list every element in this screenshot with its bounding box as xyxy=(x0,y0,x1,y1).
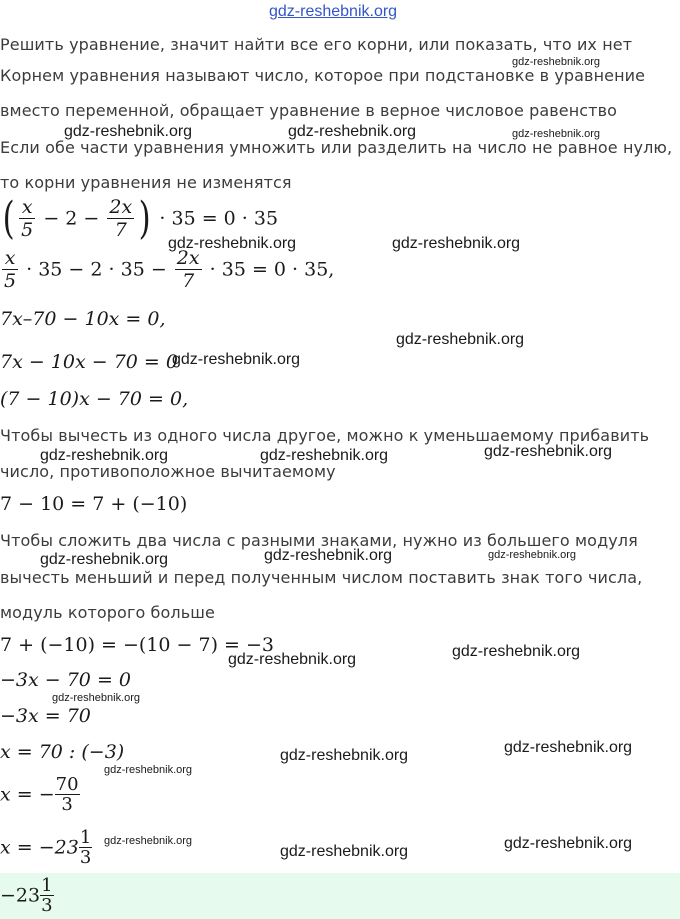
rule-subtract-line1: Чтобы вычесть из одного числа другое, можно к уменьшаемому прибавить xyxy=(0,426,650,445)
watermark: gdz-reshebnik.org xyxy=(392,235,521,252)
watermark: gdz-reshebnik.org xyxy=(104,835,193,847)
equation-line-4: 7x − 10x − 70 = 0 xyxy=(0,351,178,373)
rule-add-line3: модуль которого больше xyxy=(0,603,215,622)
answer-value: −23 $\frac{1}{3}$ xyxy=(0,875,53,916)
watermark: gdz-reshebnik.org xyxy=(64,123,193,140)
watermark: gdz-reshebnik.org xyxy=(512,56,601,68)
answer-box xyxy=(0,873,680,919)
equation-line-5: (7 − 10)x − 70 = 0, xyxy=(0,388,189,410)
watermark: gdz-reshebnik.org xyxy=(228,651,357,668)
watermark: gdz-reshebnik.org xyxy=(452,643,581,660)
watermark: gdz-reshebnik.org xyxy=(484,443,613,460)
equation-line-3: 7x–70 − 10x = 0, xyxy=(0,308,166,330)
site-link[interactable]: gdz-reshebnik.org xyxy=(269,3,398,20)
equation-line-2: $\frac{x}{5}$ · 35 − 2 · 35 − $\frac{2x}{7}$ · 35 = 0 · 35, xyxy=(4,247,335,292)
equation-line-10: x = 70 : (−3) xyxy=(0,741,125,763)
rule-multiply-line2: то корни уравнения не изменятся xyxy=(0,173,292,192)
equation-line-6: 7 − 10 = 7 + (−10) xyxy=(0,493,188,515)
watermark: gdz-reshebnik.org xyxy=(504,835,633,852)
equation-line-12: x = −23 $\frac{1}{3}$ xyxy=(0,827,92,868)
watermark: gdz-reshebnik.org xyxy=(512,128,601,140)
definition-root-line1: Корнем уравнения называют число, которое при подстановке в уравнение xyxy=(0,66,646,85)
definition-solve: Решить уравнение, значит найти все его корни, или показать, что их нет xyxy=(0,35,633,54)
watermark: gdz-reshebnik.org xyxy=(504,739,633,756)
watermark: gdz-reshebnik.org xyxy=(288,123,417,140)
watermark: gdz-reshebnik.org xyxy=(52,692,141,704)
watermark: gdz-reshebnik.org xyxy=(40,551,169,568)
watermark: gdz-reshebnik.org xyxy=(260,447,389,464)
equation-line-7: 7 + (−10) = −(10 − 7) = −3 xyxy=(0,634,275,656)
watermark: gdz-reshebnik.org xyxy=(280,843,409,860)
equation-line-1: ( $\frac{x}{5}$ − 2 − $\frac{2x}{7}$ ) · 35 = 0 · 35 xyxy=(2,192,279,244)
rule-subtract-line2: число, противоположное вычитаемому xyxy=(0,462,336,481)
rule-add-line2: вычесть меньший и перед полученным числом поставить знак того числа, xyxy=(0,568,643,587)
equation-line-8: −3x − 70 = 0 xyxy=(0,669,131,691)
definition-root-line2: вместо переменной, обращает уравнение в верное числовое равенство xyxy=(0,101,617,120)
watermark: gdz-reshebnik.org xyxy=(40,447,169,464)
watermark: gdz-reshebnik.org xyxy=(172,351,301,368)
watermark: gdz-reshebnik.org xyxy=(488,549,577,561)
watermark: gdz-reshebnik.org xyxy=(168,235,297,252)
watermark: gdz-reshebnik.org xyxy=(280,747,409,764)
watermark: gdz-reshebnik.org xyxy=(396,331,525,348)
equation-line-9: −3x = 70 xyxy=(0,705,91,727)
watermark: gdz-reshebnik.org xyxy=(264,547,393,564)
watermark: gdz-reshebnik.org xyxy=(104,764,193,776)
rule-add-line1: Чтобы сложить два числа с разными знаками, нужно из большего модуля xyxy=(0,531,638,550)
equation-line-11: x = − $\frac{70}{3}$ xyxy=(0,774,79,815)
rule-multiply-line1: Если обе части уравнения умножить или разделить на число не равное нулю, xyxy=(0,138,673,157)
